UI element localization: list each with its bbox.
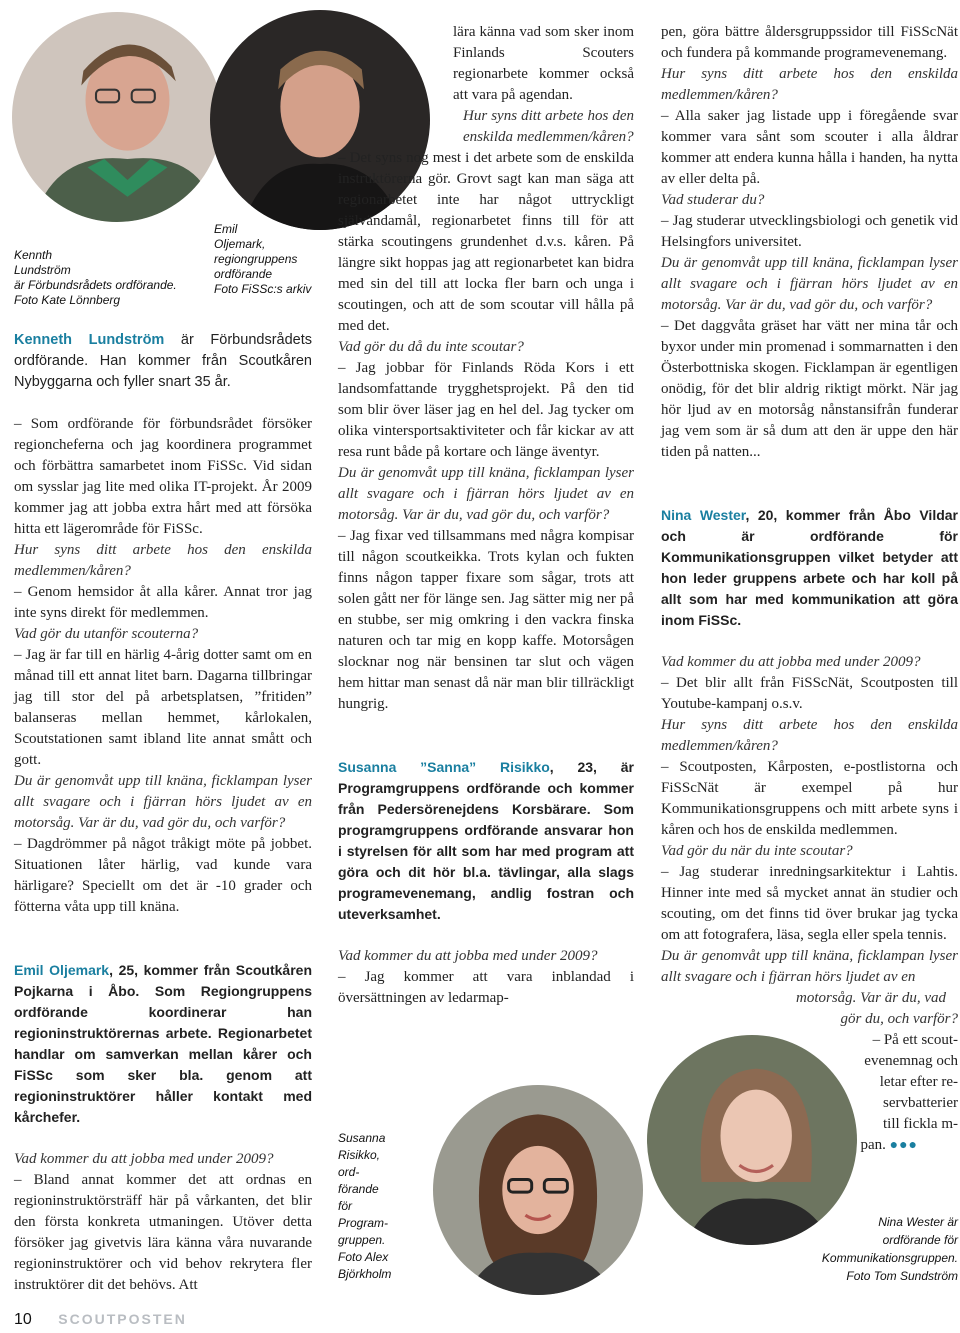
answer: – Alla saker jag listade upp i föregående svar kommer vara sånt som scouter i alla åldrar kommer att endera kunna hålla i handen, ha nytta av eller delta på. [661,108,958,187]
question: Hur syns ditt arbete hos den enskilda medlemmen/kåren? [14,542,312,579]
person-name: Kenneth Lundström [14,332,165,348]
caption-line: regiongruppens [214,252,298,266]
caption-line: Björkholm [338,1267,392,1281]
intro-kenneth [14,330,312,393]
caption-line: Emil [214,222,238,236]
caption-line: Kommunikationsgruppen. [821,1251,958,1265]
question: Du är genomvåt upp till knäna, ficklampan lyser allt svagare och i fjärran hörs ljudet av en motorsåg. Var är du, vad gör du, och varför? [14,773,312,831]
caption-susanna [338,1130,410,1283]
answer: – Det blir allt från FiSScNät, Scoutposten till Youtube-kampanj o.s.v. [661,675,958,712]
caption-line: är Förbundsrådets ordförande. [14,278,177,292]
answer: – Det daggvåta gräset har vätt ner mina tår och byxor under min promenad i sommarnatten i den Österbottniska skogen. Ficklampan är egentligen onödig, för det blir aldrig riktigt mörkt. När jag hör ljud av en motorsåg nånstansifrån funderar jag vem som är så dum att den är uppe den här tiden på natten... [661,318,958,460]
answer-line: – På ett scout- [872,1032,958,1048]
page-footer [14,1311,187,1329]
person-name: Susanna ”Sanna” Risikko [338,759,550,775]
caption-line: Kennth [14,248,53,262]
question: Vad kommer du att jobba med under 2009? [338,948,598,964]
column-3 [661,22,958,1156]
magazine-name: SCOUTPOSTEN [58,1311,187,1327]
caption-line: Susanna [338,1131,386,1145]
question: Vad kommer du att jobba med under 2009? [661,654,921,670]
caption-line: Foto Kate Lönnberg [14,293,121,307]
column-2 [338,22,634,1009]
answer: – Dagdrömmer på något tråkigt möte på jobbet. Situationen låter härlig, vad kunde vara härligare? Speciellt om det är -10 grader och fötterna våta upp till knäna. [14,836,312,915]
question: Vad gör du när du inte scoutar? [661,843,853,859]
question: Vad gör du utanför scouterna? [14,626,199,642]
photo-kenneth-lundstrom [12,12,222,222]
caption-line: ordförande för [882,1233,958,1247]
question: Hur syns ditt arbete hos den enskilda medlemmen/kåren? [463,108,634,145]
lead-nina [661,505,958,631]
page-number: 10 [14,1311,32,1328]
answer: – Det syns nog mest i det arbete som de enskilda instruktörerna gör. Grovt sagt kan man säga att regionarbetet inte har något uttryckligt självändamål, regionarbetet finns till för att stärka scoutingens grundenhet d.v.s. kåren. På längre sikt hoppas jag att regionarbetet kan bidra med sin del till att locka fler barn och unga i scoutingen, och att de som scoutar vill hålla på med det. [338,150,634,334]
answer: – Jag fixar ved tillsammans med några kompisar till någon scoutkeikka. Trots kylan och fukten finns någon tapper fixare som sågar, trots att solen gått ner för länge sen. Jag sätter mig ner på en stubbe, ser mig omkring i den vackra finska naturen och tar mig en kopp kaffe. Motorsågen slocknar nog när bensinen tar slut och vägen hem hittar man senast då när man blir tillräckligt hungrig. [338,528,634,712]
answer: – Som ordförande för förbundsrådet försöker regioncheferna och jag koordinera programmet och förbättra samarbetet inom FiSSc. Vid sidan om sysslar jag lite med olika IT-projekt. År 2009 kommer jag att jobba extra hårt med att försöka hitta ett lägerområde för FiSSc. [14,416,312,537]
answer: – Jag kommer att vara inblandad i översättningen av ledarmap- [338,969,634,1006]
answer-line [661,1135,958,1156]
caption-line: Foto Tom Sundström [846,1269,958,1283]
answer-continued: pen, göra bättre åldersgruppssidor till FiSScNät och fundera på kommande programevenemang. [661,24,958,61]
caption-line: Oljemark, [214,237,266,251]
person-name: Nina Wester [661,507,746,523]
person-name: Emil Oljemark [14,962,110,978]
caption-line: Nina Wester är [878,1215,958,1229]
answer: – Scoutposten, Kårposten, e-postlistorna och FiSScNät är exempel på hur Kommunikationsgruppens och mitt arbete syns i kåren och hos de enskilda medlemmen. [661,759,958,838]
answer-line: servbatterier [883,1095,958,1111]
question: Du är genomvåt upp till knäna, ficklampan lyser allt svagare och i fjärran hörs ljudet av en [661,948,958,985]
caption-line: ord- [338,1165,360,1179]
answer: – Bland annat kommer det att ordnas en regioninstruktörsträff här på vårkanten, det blir den första konkreta utmaningen. Utöver detta försöker jag givetvis lära känna våra nuvarande regioninstruktörer och vid behov rekrytera fler instruktörer dit det behövs. Att [14,1172,312,1293]
answer: – Genom hemsidor åt alla kårer. Annat tror jag inte syns direkt för medlemmen. [14,584,312,621]
answer: – Jag studerar utvecklingsbiologi och genetik vid Helsingfors universitet. [661,213,958,250]
answer: – Jag jobbar för Finlands Röda Kors i ett landsomfattande trygghetsprojekt. På den tid som blir över läser jag en hel del. Jag tycker om olika vintersportsaktiviteter och får kickar av att resa runt både på kortare och länge äventyr. [338,360,634,460]
caption-line: för [338,1199,353,1213]
caption-emil [214,222,344,297]
question-wrap: motorsåg. Var är du, vad [795,990,946,1006]
lead-emil [14,960,312,1128]
question-wrap: gör du, och varför? [840,1011,958,1027]
end-mark-icon: ●●● [889,1138,918,1153]
column-1 [14,330,312,1296]
question: Vad gör du då du inte scoutar? [338,339,524,355]
photo-susanna-risikko [433,1085,643,1295]
question: Hur syns ditt arbete hos den enskilda medlemmen/kåren? [661,717,958,754]
question: Vad studerar du? [661,192,765,208]
answer-line-text: pan. [860,1137,886,1153]
intro-text: är Förbundsrådets ordförande. Han kommer från Scoutkåren Nybyggarna och fyller snart 35 år. [14,332,312,390]
caption-line: Risikko, [338,1148,381,1162]
answer: – Jag är far till en härlig 4-årig dotter samt om en månad till ett annat litet barn. Dagarna tillbringar jag till stor del på arbetsplatsen, ”fritiden” balanseras mellan hemmet, kårlokalen, Scoutstationen samt ibland lite annat smått och gott. [14,647,312,768]
lead-text: , 20, kommer från Åbo Vildar och är ordförande för Kommunikationsgruppen vilket betyder att hon leder gruppens arbete och har koll på allt som har med kommunikation att göra inom FiSSc. [661,507,958,628]
caption-line: gruppen. [338,1233,386,1247]
final-answer [661,1030,958,1156]
answer-line: till fickla m- [883,1116,958,1132]
lead-susanna [338,757,634,925]
caption-kenneth [14,248,214,308]
answer: – Jag studerar inredningsarkitektur i Lahtis. Hinner inte med så mycket annat än studier och scouting, om det finns tid över brukar jag tycka om att fotografera, läsa, segla eller spela tennis. [661,864,958,943]
caption-nina [780,1213,958,1285]
answer-line: evenemnag och [864,1053,958,1069]
question: Du är genomvåt upp till knäna, ficklampan lyser allt svagare och i fjärran hörs ljudet av en motorsåg. Var är du, vad gör du, och varför? [661,255,958,313]
answer-continued: lära känna vad som sker inom Finlands Scouters regionarbete kommer också att vara på agendan. [453,24,634,103]
question: Du är genomvåt upp till knäna, ficklampan lyser allt svagare och i fjärran hörs ljudet av en motorsåg. Var är du, vad gör du, och varför? [338,465,634,523]
caption-line: ordförande [214,267,273,281]
caption-line: Lundström [14,263,71,277]
caption-line: Foto Alex [338,1250,389,1264]
question: Hur syns ditt arbete hos den enskilda medlemmen/kåren? [661,66,958,103]
lead-text: , 25, kommer från Scoutkåren Pojkarna i Åbo. Som Regiongruppens ordförande koordinerar han regioninstruktörernas arbete. Regionarbetet handlar om samverkan mellan kårer och FiSSc som sker bla. genom att regioninstruktörer håller kontakt med kårchefer. [14,962,312,1125]
caption-line: Foto FiSSc:s arkiv [214,282,312,296]
caption-line: förande [338,1182,379,1196]
lead-text: , 23, är Programgruppens ordförande och kommer från Pedersörenejdens Korsbärare. Som programgruppens ordförande ansvarar hon i styrelsen för allt som har med program att göra och dit hör bl.a. tävlingar, alla slags programevenemang, andlig fostran och uteverksamhet. [338,759,634,922]
answer-line: letar efter re- [879,1074,958,1090]
caption-line: Program- [338,1216,389,1230]
question: Vad kommer du att jobba med under 2009? [14,1151,274,1167]
